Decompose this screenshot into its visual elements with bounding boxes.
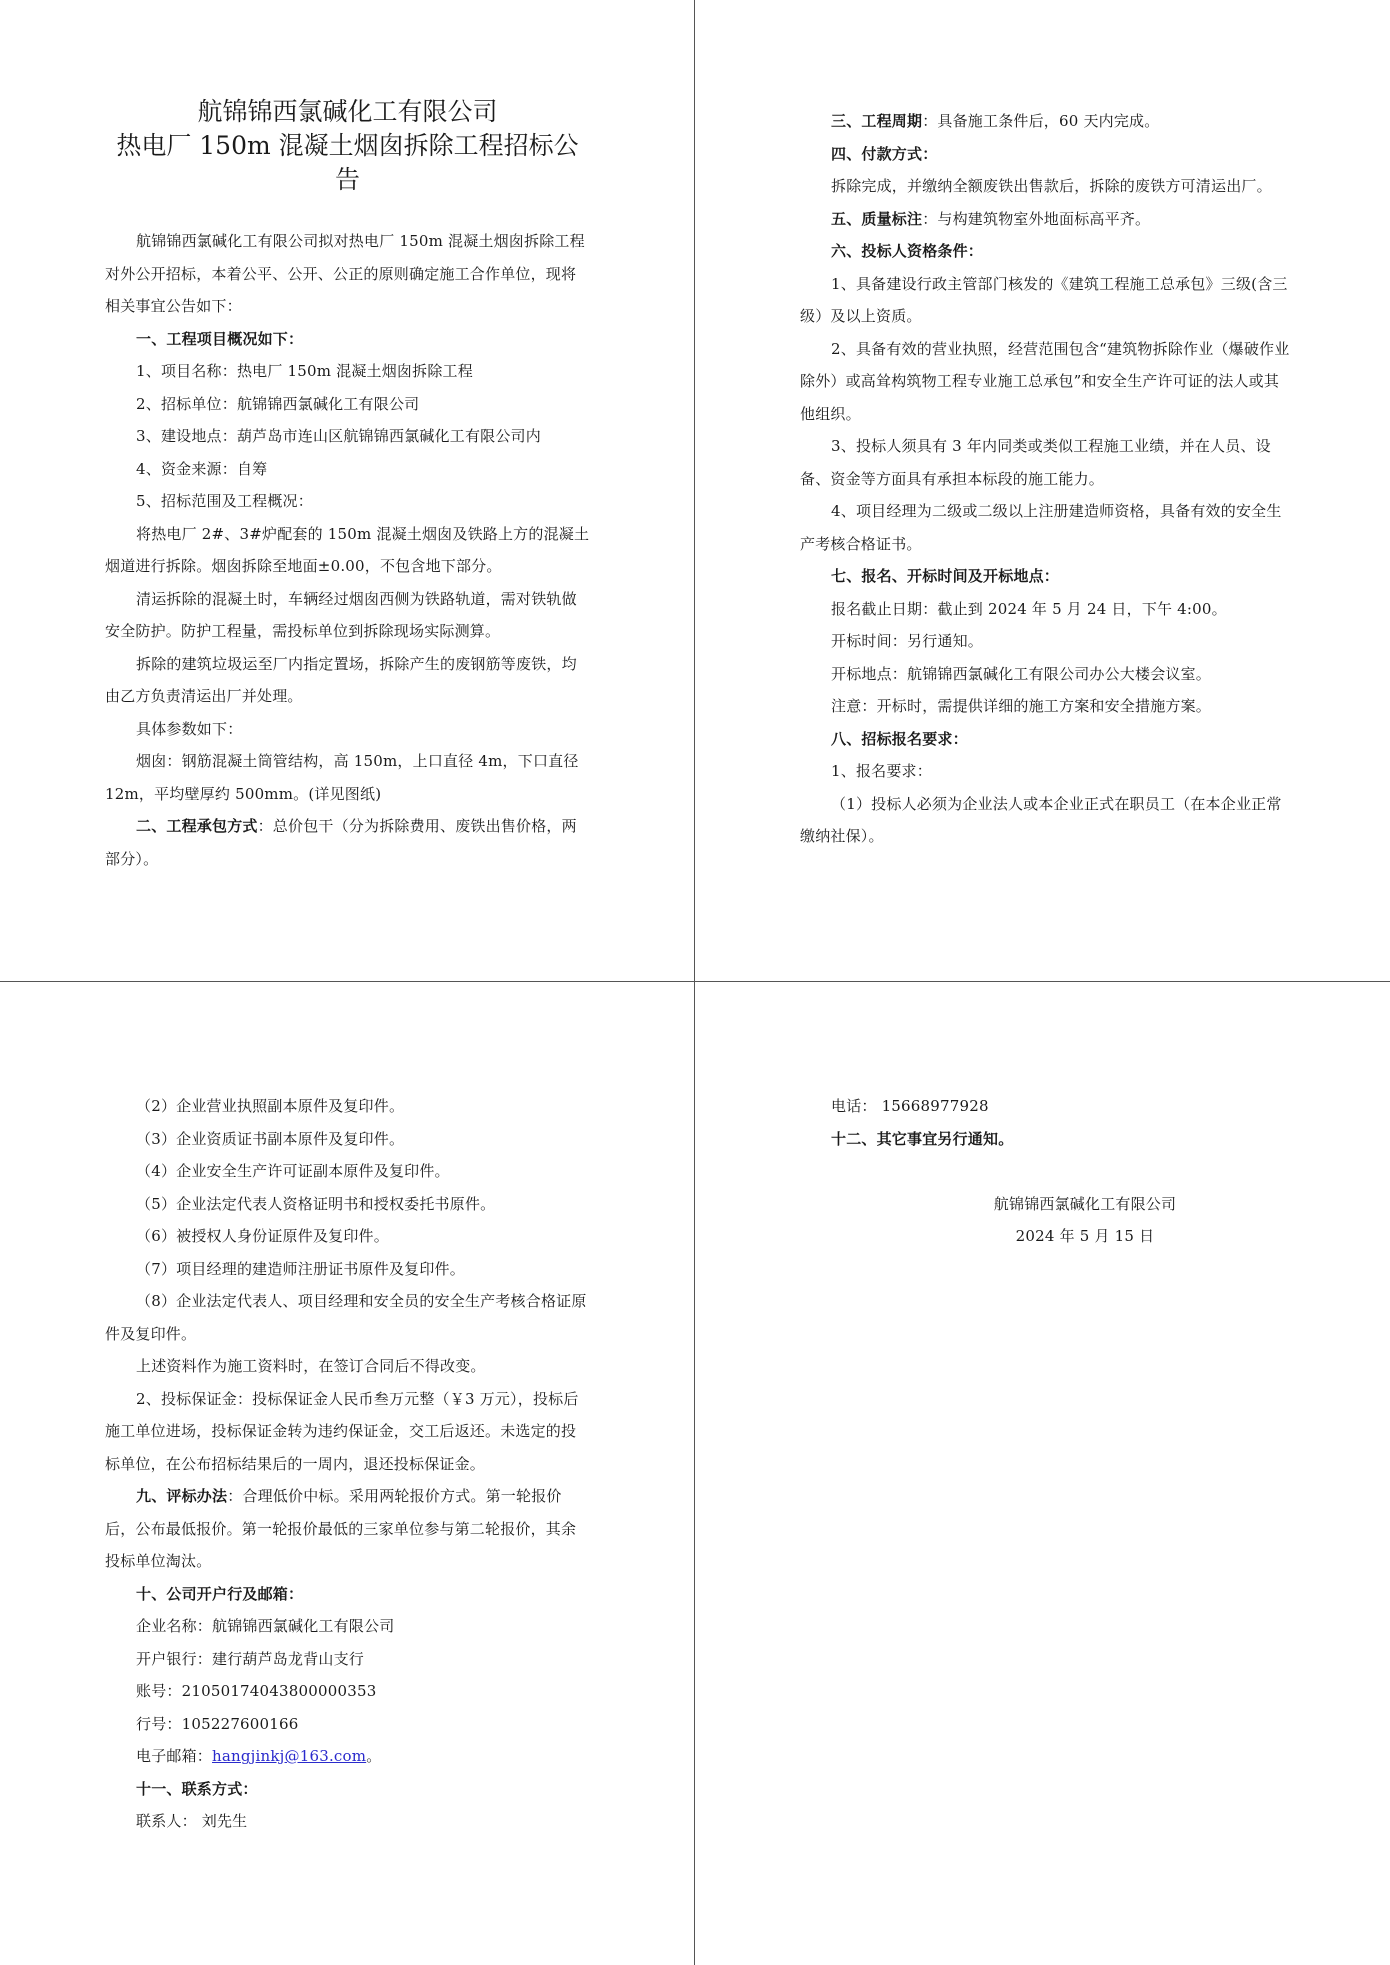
page-1 <box>105 95 590 875</box>
phone-number: 电话： 15668977928 <box>831 1097 989 1115</box>
account-number: 账号：21050174043800000353 <box>136 1682 377 1700</box>
scope-paragraph-2: 清运拆除的混凝土时，车辆经过烟囱西侧为铁路轨道，需对铁轨做安全防护。防护工程量，需投标单位到拆除现场实际测算。 <box>105 589 577 640</box>
payment-text: 拆除完成，并缴纳全额废铁出售款后，拆除的废铁方可清运出厂。 <box>831 177 1272 195</box>
signature-date: 2024 年 5 月 15 日 <box>1015 1227 1155 1245</box>
doc-title-company: 航锦锦西氯碱化工有限公司 <box>197 97 498 126</box>
scope-heading: 5、招标范围及工程概况： <box>136 492 313 510</box>
requirement-6: （6）被授权人身份证原件及复印件。 <box>136 1227 389 1245</box>
requirements-note: 上述资料作为施工资料时，在签订合同后不得改变。 <box>136 1357 486 1375</box>
bank-name: 开户银行：建行葫芦岛龙背山支行 <box>136 1649 365 1668</box>
signature-company: 航锦锦西氯碱化工有限公司 <box>993 1194 1177 1213</box>
section-7-heading: 七、报名、开标时间及开标地点： <box>831 567 1060 585</box>
qualification-2: 2、具备有效的营业执照，经营范围包含“建筑物拆除作业（爆破作业除外）或高耸构筑物工程专业施工总承包”和安全生产许可证的法人或其他组织。 <box>800 339 1290 423</box>
fund-source: 4、资金来源：自筹 <box>136 459 268 478</box>
project-name: 1、项目名称：热电厂 150m 混凝土烟囱拆除工程 <box>136 362 473 380</box>
page-4 <box>800 1090 1290 1253</box>
qualification-3: 3、投标人须具有 3 年内同类或类似工程施工业绩，并在人员、设备、资金等方面具有承担本标段的施工能力。 <box>800 437 1271 488</box>
email-link[interactable]: hangjinkj@163.com <box>212 1747 367 1765</box>
section-11-heading: 十一、联系方式： <box>136 1779 258 1798</box>
section-2: 二、工程承包方式：总价包干（分为拆除费用、废铁出售价格，两部分）。 <box>105 817 577 868</box>
requirement-5: （5）企业法定代表人资格证明书和授权委托书原件。 <box>136 1194 496 1213</box>
section-8-heading: 八、招标报名要求： <box>831 729 968 748</box>
page-2 <box>800 105 1290 853</box>
requirement-8: （8）企业法定代表人、项目经理和安全员的安全生产考核合格证原件及复印件。 <box>105 1292 587 1343</box>
requirement-1: （1）投标人必须为企业法人或本企业正式在职员工（在本企业正常缴纳社保）。 <box>800 794 1282 845</box>
section-1-heading: 一、工程项目概况如下： <box>136 329 304 348</box>
company-name: 企业名称：航锦锦西氯碱化工有限公司 <box>136 1617 395 1635</box>
requirement-3: （3）企业资质证书副本原件及复印件。 <box>136 1129 405 1148</box>
registration-deadline: 报名截止日期：截止到 2024 年 5 月 24 日，下午 4:00。 <box>831 599 1227 618</box>
qualification-4: 4、项目经理为二级或二级以上注册建造师资格，具备有效的安全生产考核合格证书。 <box>800 502 1282 553</box>
intro-paragraph: 航锦锦西氯碱化工有限公司拟对热电厂 150m 混凝土烟囱拆除工程对外公开招标，本着公平、公开、公正的原则确定施工合作单位，现将相关事宜公告如下： <box>105 232 585 315</box>
section-12-heading: 十二、其它事宜另行通知。 <box>831 1129 1014 1148</box>
doc-title-project: 热电厂 150m 混凝土烟囱拆除工程招标公告 <box>116 131 579 194</box>
section-5: 五、质量标注：与构建筑物室外地面标高平齐。 <box>831 209 1151 228</box>
opening-place: 开标地点：航锦锦西氯碱化工有限公司办公大楼会议室。 <box>831 664 1212 683</box>
requirement-7: （7）项目经理的建造师注册证书原件及复印件。 <box>136 1259 465 1278</box>
tender-unit: 2、招标单位：航锦锦西氯碱化工有限公司 <box>136 394 420 413</box>
page-divider-horizontal <box>0 981 1390 982</box>
params-heading: 具体参数如下： <box>136 719 243 738</box>
qualification-1: 1、具备建设行政主管部门核发的《建筑工程施工总承包》三级(含三级）及以上资质。 <box>800 274 1288 325</box>
opening-note: 注意：开标时，需提供详细的施工方案和安全措施方案。 <box>831 697 1212 715</box>
requirement-4: （4）企业安全生产许可证副本原件及复印件。 <box>136 1162 450 1180</box>
construction-site: 3、建设地点：葫芦岛市连山区航锦锦西氯碱化工有限公司内 <box>136 427 541 445</box>
opening-time: 开标时间：另行通知。 <box>831 632 984 650</box>
section-4-heading: 四、付款方式： <box>831 144 938 163</box>
contact-person: 联系人： 刘先生 <box>136 1812 248 1830</box>
email-line: 电子邮箱：hangjinkj@163.com。 <box>136 1747 382 1765</box>
params-paragraph: 烟囱：钢筋混凝土筒管结构，高 150m，上口直径 4m，下口直径 12m，平均壁厚约 500mm。(详见图纸) <box>105 752 579 803</box>
section-3: 三、工程周期：具备施工条件后，60 天内完成。 <box>831 112 1160 130</box>
section-9: 九、评标办法：合理低价中标。采用两轮报价方式。第一轮报价后，公布最低报价。第一轮报价最低的三家单位参与第二轮报价，其余投标单位淘汰。 <box>105 1487 577 1570</box>
bid-deposit: 2、投标保证金：投标保证金人民币叁万元整（￥3 万元），投标后施工单位进场，投标保证金转为违约保证金，交工后返还。未选定的投标单位，在公布招标结果后的一周内，退还投标保证金。 <box>105 1389 579 1473</box>
page-3 <box>105 1090 590 1838</box>
bank-code: 行号：105227600166 <box>136 1714 299 1733</box>
section-6-heading: 六、投标人资格条件： <box>831 242 984 260</box>
scope-paragraph-3: 拆除的建筑垃圾运至厂内指定置场，拆除产生的废钢筋等废铁，均由乙方负责清运出厂并处理。 <box>105 654 577 705</box>
registration-requirements: 1、报名要求： <box>831 762 932 780</box>
scope-paragraph-1: 将热电厂 2#、3#炉配套的 150m 混凝土烟囱及铁路上方的混凝土烟道进行拆除。烟囱拆除至地面±0.00，不包含地下部分。 <box>105 524 590 575</box>
section-10-heading: 十、公司开户行及邮箱： <box>136 1584 304 1603</box>
spacer <box>800 1155 1290 1188</box>
page-divider-vertical <box>694 0 695 1965</box>
requirement-2: （2）企业营业执照副本原件及复印件。 <box>136 1097 405 1115</box>
